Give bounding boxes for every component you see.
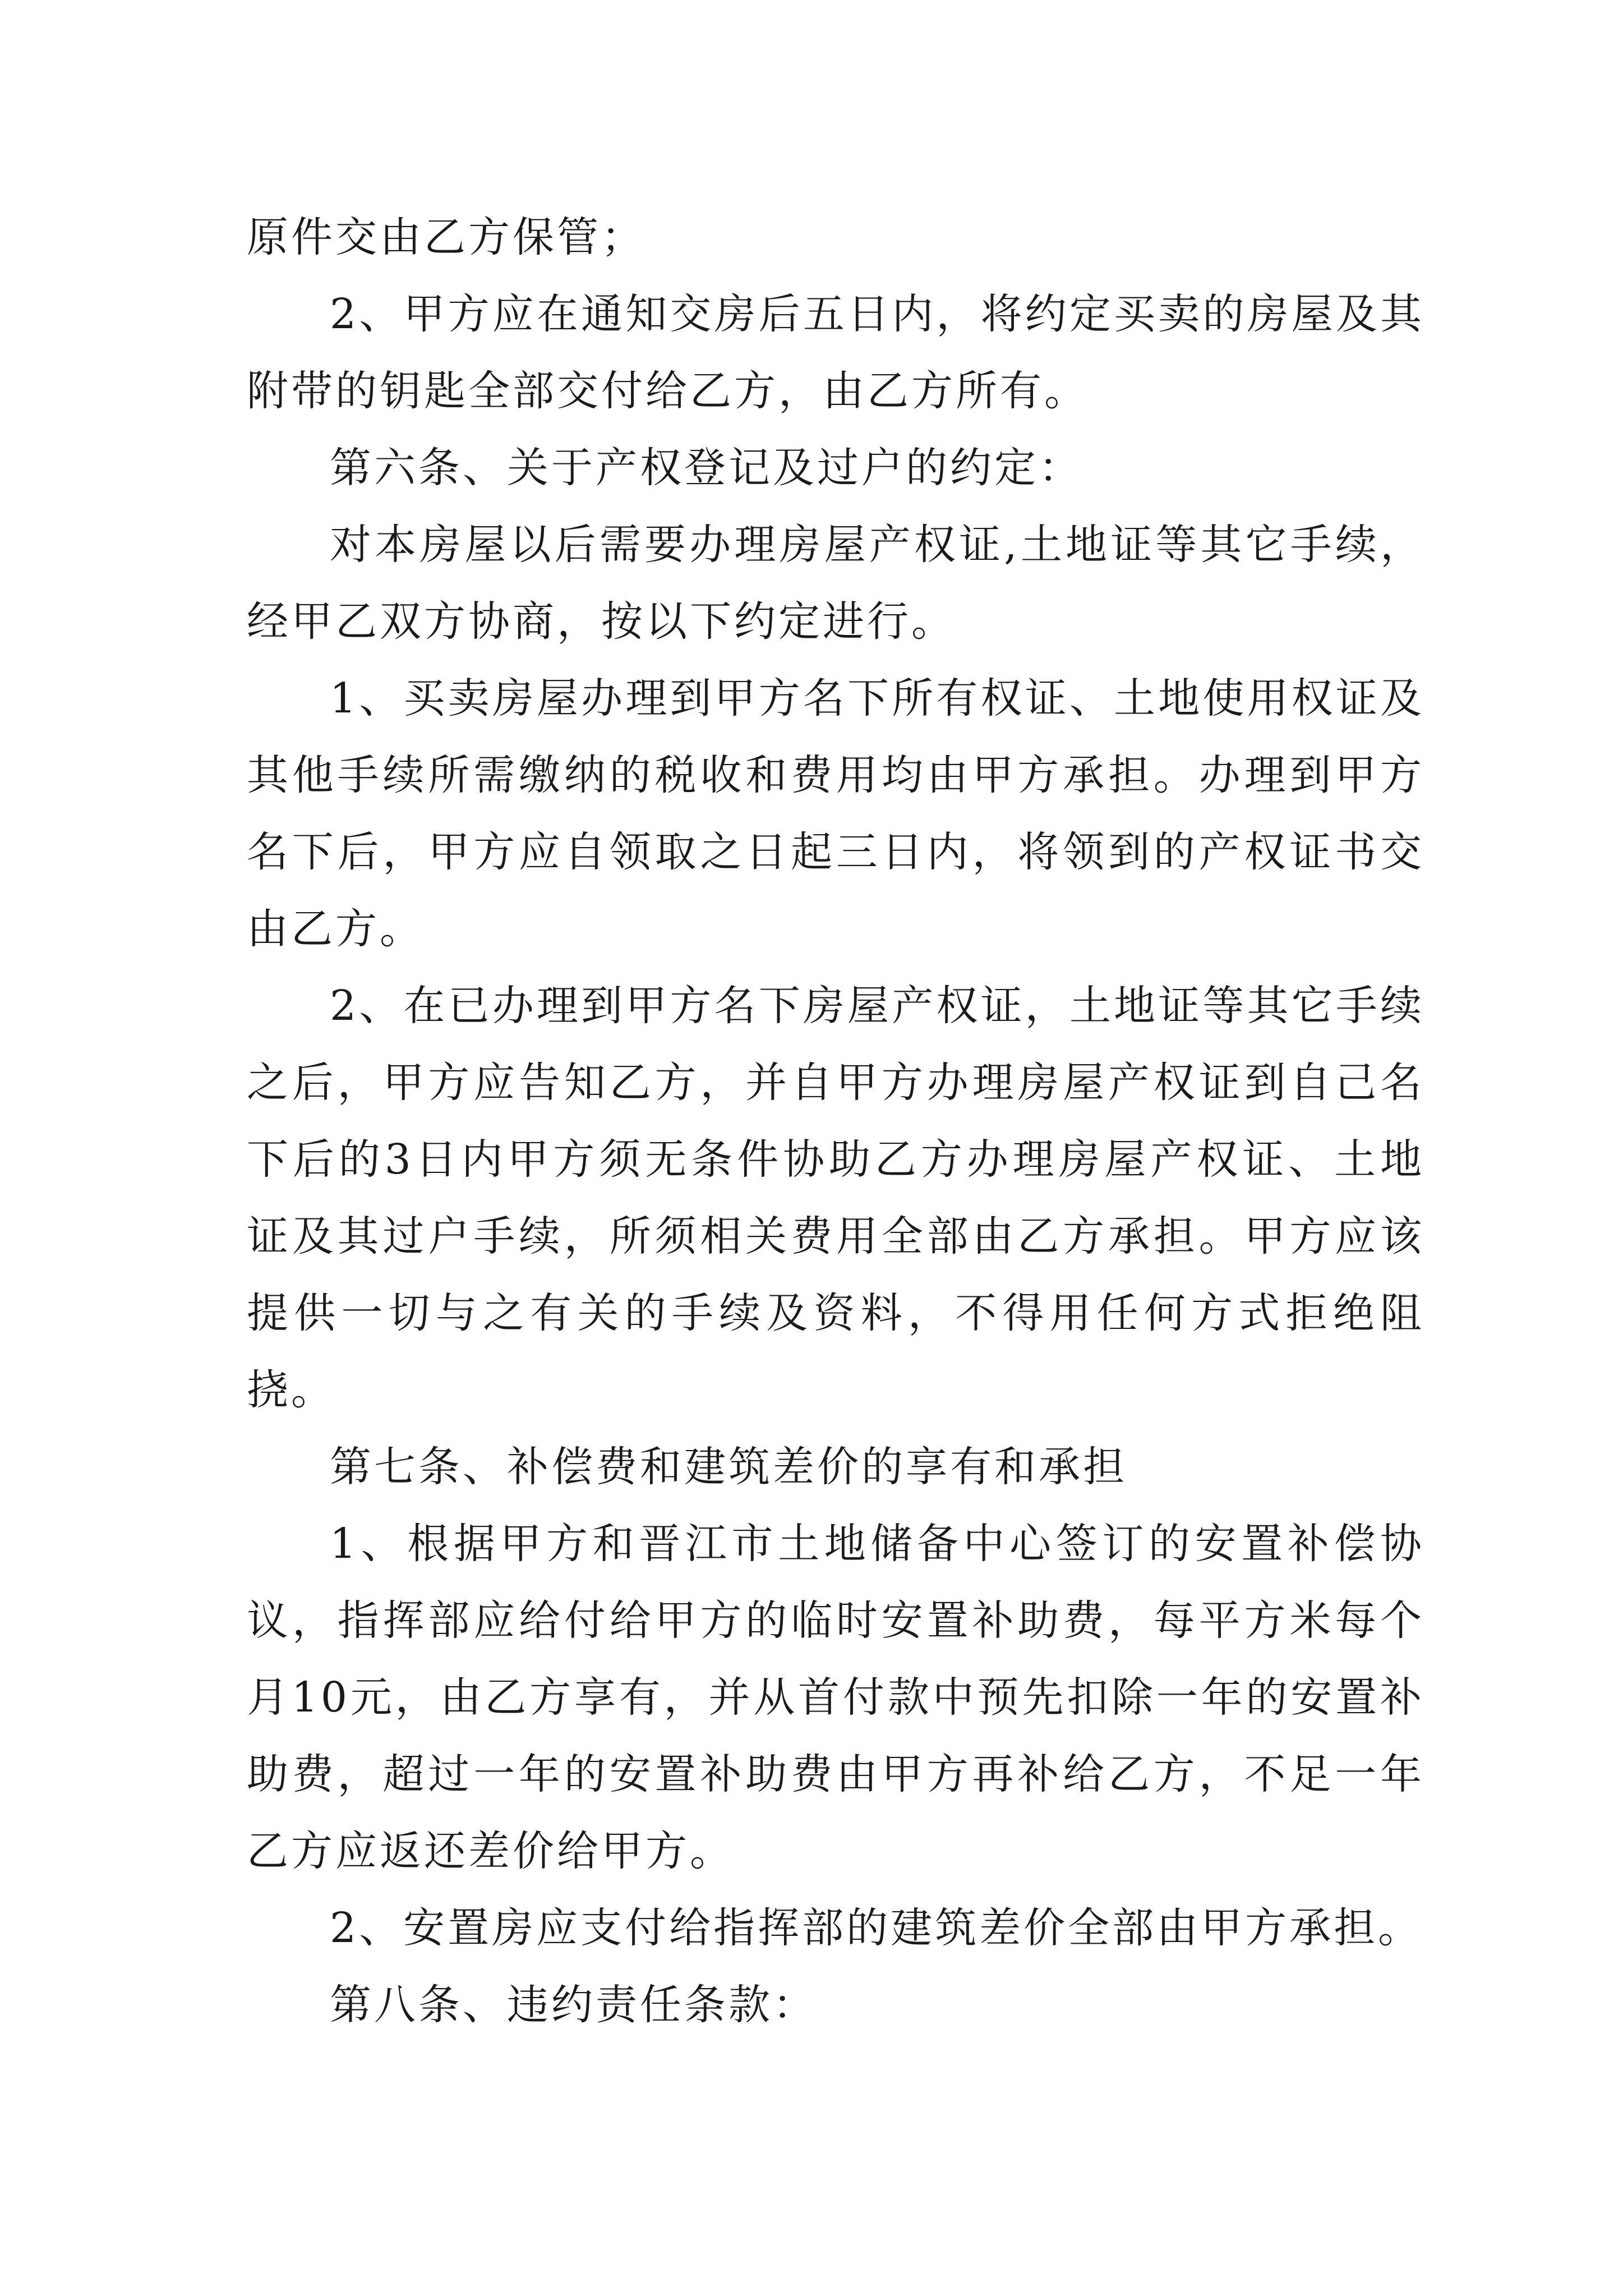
- paragraph-article-6-intro: 对本房屋以后需要办理房屋产权证,土地证等其它手续，经甲乙双方协商，按以下约定进行。: [247, 521, 1424, 646]
- document-body: [247, 199, 1424, 2044]
- paragraph-continuation: 原件交由乙方保管；: [247, 213, 645, 261]
- paragraph-clause-7-1: 1、根据甲方和晋江市土地储备中心签订的安置补偿协议，指挥部应给付给甲方的临时安置补助费，每平方米每个月10元，由乙方享有，并从首付款中预先扣除一年的安置补助费，超过一年的安置补助费由甲方再补给乙方，不足一年乙方应返还差价给甲方。: [247, 1520, 1424, 1875]
- heading-article-6: 第六条、关于产权登记及过户的约定：: [330, 444, 1083, 492]
- paragraph-clause-6-2: 2、在已办理到甲方名下房屋产权证，土地证等其它手续之后，甲方应告知乙方，并自甲方办理房屋产权证到自己名下后的3日内甲方须无条件协助乙方办理房屋产权证、土地证及其过户手续，所须相关费用全部由乙方承担。甲方应该提供一切与之有关的手续及资料，不得用任何方式拒绝阻挠。: [247, 982, 1424, 1414]
- paragraph-clause-7-2: 2、安置房应支付给指挥部的建筑差价全部由甲方承担。: [330, 1904, 1423, 1952]
- paragraph-clause-5-2: 2、甲方应在通知交房后五日内，将约定买卖的房屋及其附带的钥匙全部交付给乙方，由乙方所有。: [247, 290, 1424, 415]
- heading-article-7: 第七条、补偿费和建筑差价的享有和承担: [330, 1443, 1127, 1491]
- heading-article-8: 第八条、违约责任条款：: [330, 1981, 817, 2029]
- paragraph-clause-6-1: 1、买卖房屋办理到甲方名下所有权证、土地使用权证及其他手续所需缴纳的税收和费用均由甲方承担。办理到甲方名下后，甲方应自领取之日起三日内，将领到的产权证书交由乙方。: [247, 674, 1424, 953]
